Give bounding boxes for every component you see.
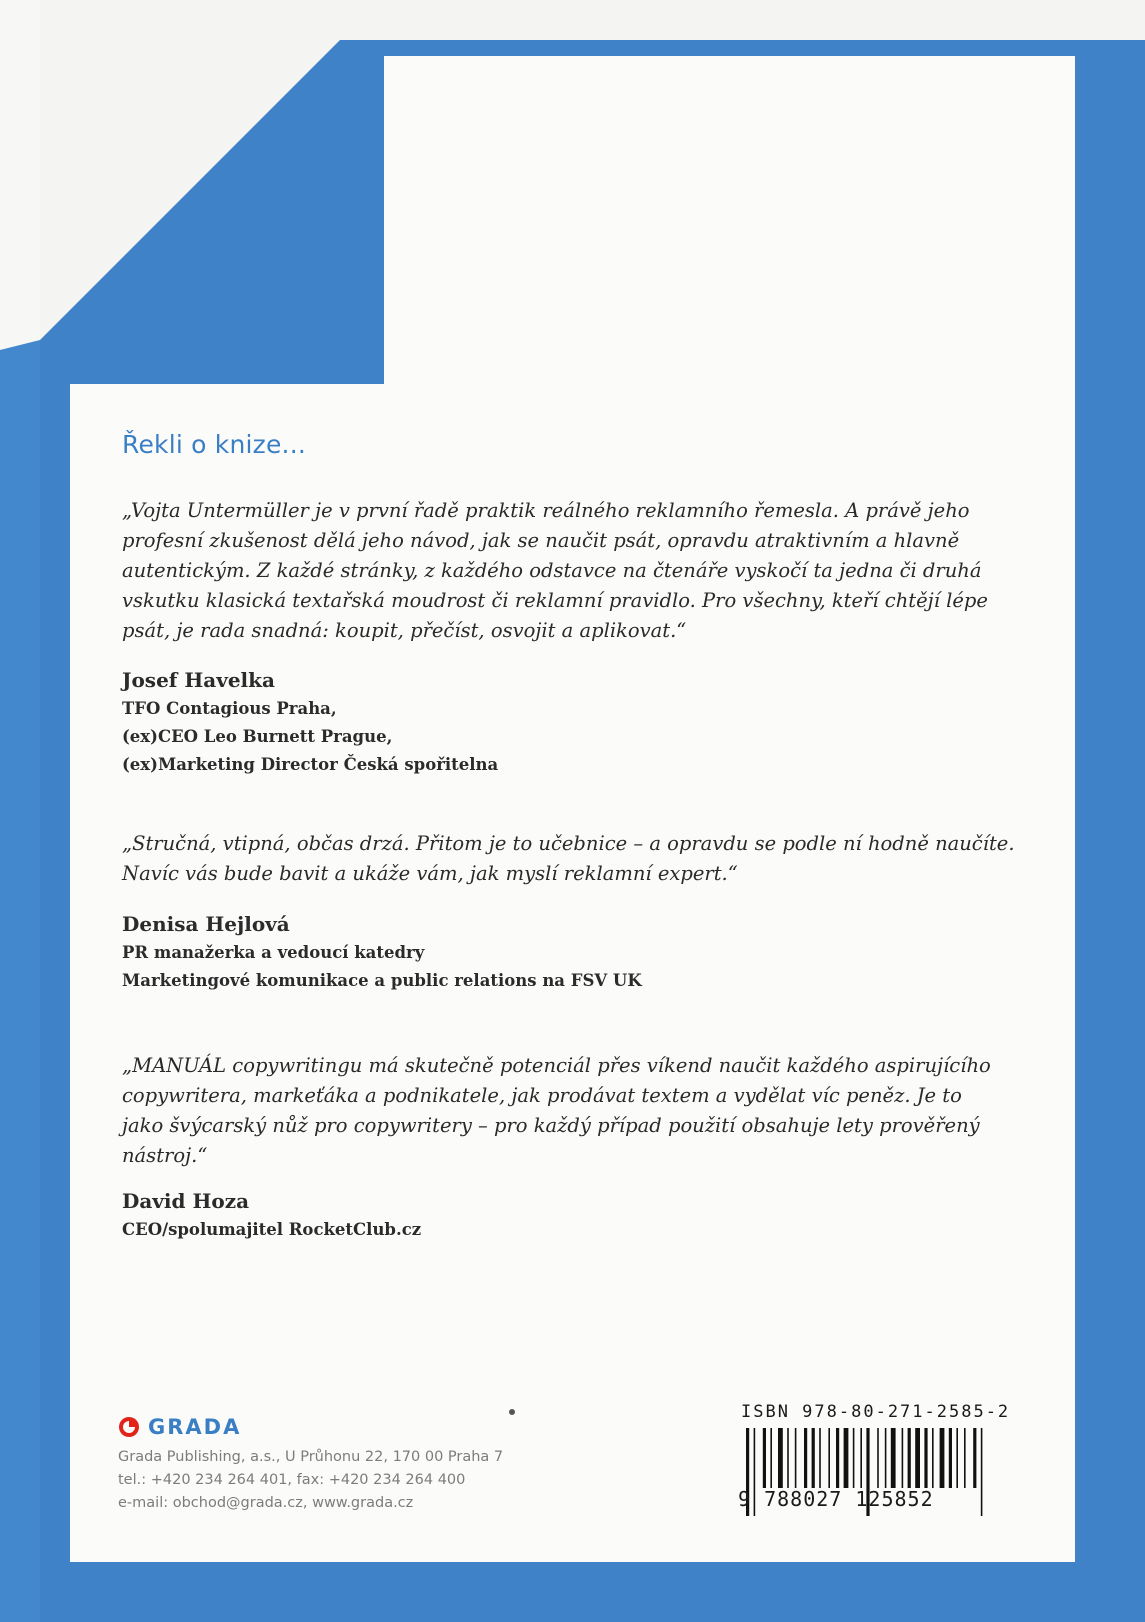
barcode-bar [804,1428,807,1488]
role-line: Marketingové komunikace a public relations na FSV UK [122,971,642,990]
testimonial-quote-1 [122,496,1052,646]
barcode-bar [812,1428,815,1488]
testimonial-role-2 [122,939,642,995]
barcode-bar [877,1428,879,1488]
testimonial-author-2: Denisa Hejlová [122,912,290,936]
barcode-bar [836,1428,839,1488]
section-heading: Řekli o knize... [122,430,306,459]
barcode-bar [915,1428,920,1488]
testimonial-role-3 [122,1216,421,1244]
barcode-bar [819,1428,821,1488]
publisher-address: Grada Publishing, a.s., U Průhonu 22, 170 00 Praha 7 [118,1449,504,1465]
quote-line: Navíc vás bude bavit a ukáže vám, jak myslí reklamní expert.“ [122,862,738,885]
testimonial-quote-3 [122,1051,1052,1171]
publisher-logo-text: GRADA [148,1415,242,1439]
barcode-bar [932,1428,934,1488]
barcode-bar [908,1428,911,1488]
quote-line: psát, je rada snadná: koupit, přečíst, osvojit a aplikovat.“ [122,619,687,642]
quote-line: profesní zkušenost dělá jeho návod, jak se naučit psát, opravdu atraktivním a hlavně [122,529,960,552]
quote-line: „MANUÁL copywritingu má skutečně potenciál přes víkend naučit každého aspirujícího [122,1054,991,1077]
barcode-bar [770,1428,772,1488]
barcode-bar [949,1428,952,1488]
role-line: (ex)CEO Leo Burnett Prague, [122,727,393,746]
testimonial-author-3: David Hoza [122,1189,250,1213]
quote-line: copywritera, markeťáka a podnikatele, jak prodávat textem a vydělat víc peněz. Je to [122,1084,962,1107]
barcode-bar [853,1428,855,1488]
barcode-bar [778,1428,783,1488]
barcode-bar [981,1428,983,1516]
barcode-bar [844,1428,849,1488]
quote-line: nástroj.“ [122,1144,208,1167]
barcode-bar [956,1428,958,1488]
barcode-bar [891,1428,896,1488]
publisher-phone: tel.: +420 234 264 401, fax: +420 234 264 400 [118,1472,466,1488]
barcode-bar [885,1428,887,1488]
quote-line: autentickým. Z každé stránky, z každého odstavce na čtenáře vyskočí ta jedna či druhá [122,559,982,582]
barcode-bar [795,1428,797,1488]
barcode-bar [973,1428,976,1488]
role-line: PR manažerka a vedoucí katedry [122,943,425,962]
grada-logo-icon [118,1416,140,1438]
isbn-label: ISBN 978-80-271-2585-2 [741,1402,1011,1422]
barcode-bar [924,1428,927,1488]
testimonial-quote-2 [122,829,1052,889]
barcode-bar [860,1428,862,1488]
publisher-logo [118,1412,241,1442]
role-line: (ex)Marketing Director Česká spořitelna [122,755,499,774]
role-line: CEO/spolumajitel RocketClub.cz [122,1220,422,1239]
content-panel-top [384,56,1075,396]
quote-line: vskutku klasická textařská moudrost či reklamní pravidlo. Pro všechny, kteří chtějí lépe [122,589,988,612]
role-line: TFO Contagious Praha, [122,699,337,718]
print-speck [509,1409,515,1415]
publisher-contact: e-mail: obchod@grada.cz, www.grada.cz [118,1495,414,1511]
barcode-bar [902,1428,904,1488]
testimonial-role-1 [122,695,498,779]
testimonial-author-1: Josef Havelka [122,668,275,692]
barcode-digits: 9 788027 125852 [738,1487,934,1511]
barcode-bar [940,1428,945,1488]
barcode-bar [964,1428,966,1488]
barcode-bar [787,1428,789,1488]
quote-line: „Vojta Untermüller je v první řadě praktik reálného reklamního řemesla. A právě jeho [122,499,970,522]
quote-line: jako švýcarský nůž pro copywritery – pro každý případ použití obsahuje lety prověřený [122,1114,980,1137]
publisher-info [118,1446,503,1515]
barcode-bar [828,1428,830,1488]
barcode-bar [763,1428,766,1488]
quote-line: „Stručná, vtipná, občas drzá. Přitom je to učebnice – a opravdu se podle ní hodně naučíte. [122,832,1015,855]
